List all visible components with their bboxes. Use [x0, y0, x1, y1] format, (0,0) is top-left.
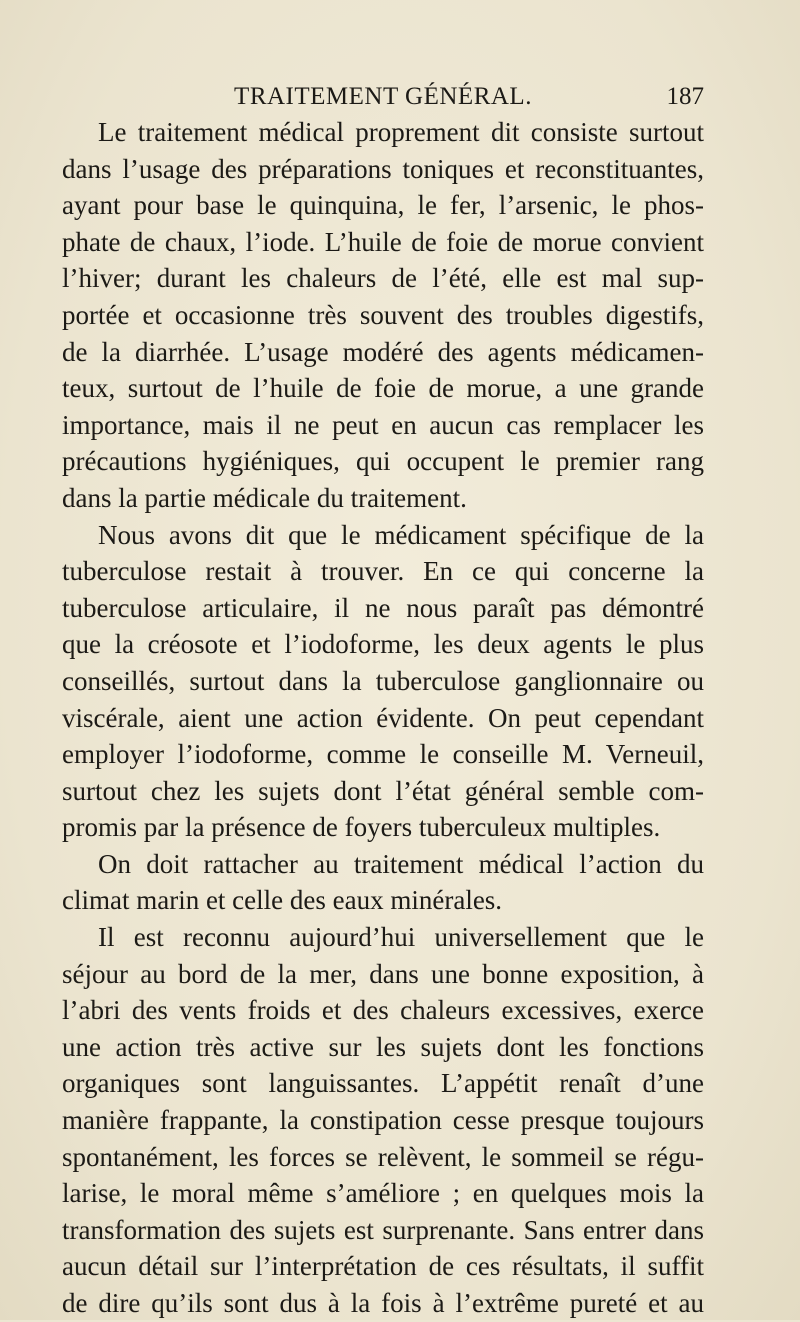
- text-line: spontanément, les forces se relèvent, le sommeil se régu-: [62, 1141, 704, 1172]
- text-line: manière frappante, la constipation cesse presque toujours: [62, 1105, 704, 1136]
- text-line: larise, le moral même s’améliore ; en quelques mois la: [62, 1178, 704, 1209]
- text-line: organiques sont languissantes. L’appétit renaît d’une: [62, 1068, 704, 1099]
- text-line: On doit rattacher au traitement médical l’action du: [98, 848, 704, 879]
- text-line: phate de chaux, l’iode. L’huile de foie de morue convient: [62, 226, 704, 257]
- text-line: l’abri des vents froids et des chaleurs excessives, exerce: [62, 995, 704, 1026]
- text-line: ayant pour base le quinquina, le fer, l’arsenic, le phos-: [62, 190, 704, 221]
- text-line: viscérale, aient une action évidente. On peut cependant: [62, 702, 704, 733]
- text-line: surtout chez les sujets dont l’état général semble com-: [62, 775, 704, 806]
- text-line: employer l’iodoforme, comme le conseille M. Verneuil,: [62, 739, 704, 770]
- body-text: [62, 114, 704, 1322]
- text-line: dans l’usage des préparations toniques et reconstituantes,: [62, 153, 704, 184]
- text-line: teux, surtout de l’huile de foie de morue, a une grande: [62, 373, 704, 404]
- text-line: importance, mais il ne peut en aucun cas remplacer les: [62, 409, 704, 440]
- text-line: Il est reconnu aujourd’hui universellement que le: [98, 922, 704, 953]
- text-line: de la diarrhée. L’usage modéré des agents médicamen-: [62, 336, 704, 367]
- text-line: précautions hygiéniques, qui occupent le premier rang: [62, 446, 704, 477]
- text-line: transformation des sujets est surprenante. Sans entrer dans: [62, 1214, 704, 1245]
- text-line: Le traitement médical proprement dit consiste surtout: [98, 117, 704, 147]
- text-line: séjour au bord de la mer, dans une bonne exposition, à: [62, 958, 704, 989]
- text-line: tuberculose restait à trouver. En ce qui concerne la: [62, 556, 704, 587]
- text-line: portée et occasionne très souvent des troubles digestifs,: [62, 299, 704, 330]
- running-title: TRAITEMENT GÉNÉRAL.: [234, 83, 532, 110]
- text-line: conseillés, surtout dans la tuberculose ganglionnaire ou: [62, 665, 704, 696]
- text-line: dans la partie médicale du traitement.: [62, 482, 467, 513]
- text-line: l’hiver; durant les chaleurs de l’été, elle est mal sup-: [62, 263, 704, 294]
- page-number: 187: [666, 83, 704, 110]
- text-line: aucun détail sur l’interprétation de ces résultats, il suffit: [62, 1251, 704, 1282]
- text-line: Nous avons dit que le médicament spécifique de la: [98, 519, 704, 550]
- text-line: une action très active sur les sujets dont les fonctions: [62, 1031, 704, 1062]
- text-line: promis par la présence de foyers tuberculeux multiples.: [62, 812, 661, 843]
- text-line: de dire qu’ils sont dus à la fois à l’extrême pureté et au: [62, 1288, 704, 1318]
- text-line: tuberculose articulaire, il ne nous paraît pas démontré: [62, 592, 704, 623]
- text-line: climat marin et celle des eaux minérales.: [62, 885, 503, 916]
- page-header: [62, 80, 704, 114]
- text-line: que la créosote et l’iodoforme, les deux agents le plus: [62, 629, 704, 660]
